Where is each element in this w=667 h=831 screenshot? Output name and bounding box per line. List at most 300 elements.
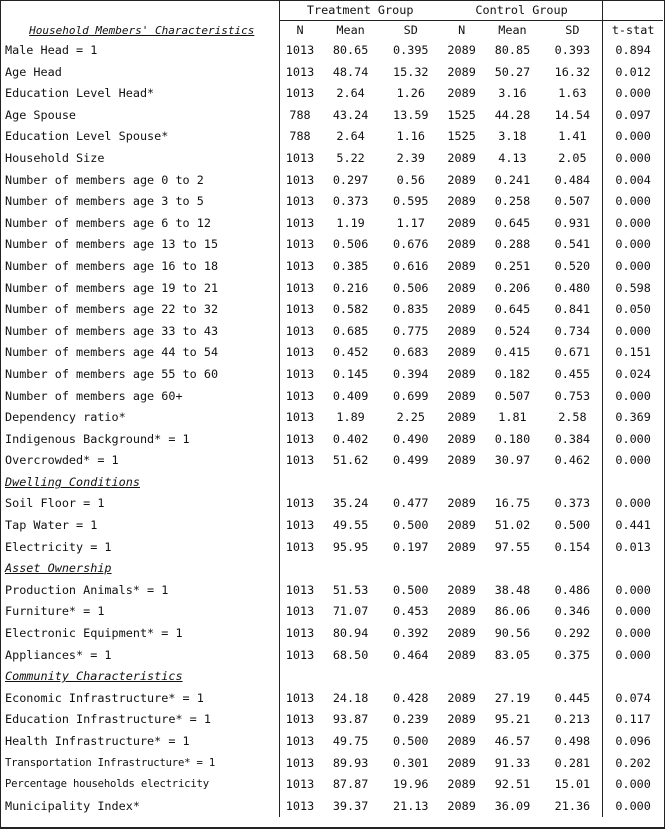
row-label: Number of members age 0 to 2 — [3, 170, 279, 192]
control-mean-cell: 86.06 — [494, 604, 531, 619]
t-stat-cell: 0.000 — [603, 429, 663, 451]
control-sd-cell: 0.498 — [554, 734, 591, 748]
section-header-row — [3, 472, 663, 494]
control-sd-cell: 0.346 — [554, 604, 591, 619]
header-blank-tstat — [603, 1, 663, 21]
treatment-mean-cell: 80.65 — [332, 43, 369, 57]
control-sd-cell: 0.384 — [554, 431, 591, 446]
control-mean-header: Mean — [482, 21, 542, 41]
control-mean-cell: 95.21 — [494, 712, 531, 727]
control-mean-cell: 0.645 — [494, 215, 531, 230]
treatment-n-cell: 1013 — [285, 604, 315, 619]
table-row — [3, 731, 663, 753]
treatment-n-cell: 1013 — [285, 539, 315, 554]
treatment-mean-header: Mean — [321, 21, 381, 41]
table-row — [3, 515, 663, 537]
control-mean-cell: 36.09 — [494, 798, 531, 813]
empty-cell — [279, 666, 321, 688]
control-mean-cell: 1.81 — [498, 410, 527, 425]
section-header-row — [3, 558, 663, 580]
treatment-sd-header: SD — [381, 21, 441, 41]
treatment-mean-cell: 49.75 — [332, 734, 369, 748]
treatment-mean-cell: 49.55 — [332, 518, 369, 533]
treatment-n-cell: 1013 — [285, 150, 315, 165]
t-stat-cell: 0.000 — [603, 256, 663, 278]
control-sd-cell: 0.734 — [554, 323, 591, 338]
treatment-sd-cell: 1.26 — [396, 86, 425, 101]
treatment-n-cell: 1013 — [285, 215, 315, 230]
treatment-n-cell: 1013 — [285, 172, 315, 187]
treatment-sd-cell: 0.56 — [396, 172, 425, 187]
table-row — [3, 580, 663, 602]
t-stat-cell: 0.004 — [603, 170, 663, 192]
control-mean-cell: 16.75 — [494, 496, 531, 511]
control-n-cell: 2089 — [447, 431, 476, 446]
control-sd-cell: 0.154 — [554, 539, 591, 554]
column-header-row — [3, 21, 663, 41]
control-n-cell: 2089 — [447, 410, 476, 425]
row-label: Age Head — [3, 62, 279, 84]
treatment-group-header: Treatment Group — [279, 1, 441, 21]
treatment-sd-cell: 0.616 — [393, 258, 429, 273]
section-title: Dwelling Conditions — [3, 472, 279, 494]
treatment-sd-cell: 0.464 — [393, 647, 429, 662]
control-sd-cell: 0.462 — [554, 453, 591, 468]
treatment-mean-cell: 93.87 — [332, 712, 369, 727]
empty-cell — [441, 558, 483, 580]
row-label: Transportation Infrastructure* = 1 — [3, 753, 279, 775]
treatment-sd-cell: 2.25 — [396, 410, 425, 425]
row-label: Number of members age 22 to 32 — [3, 299, 279, 321]
table-row — [3, 234, 663, 256]
table-row — [3, 753, 663, 775]
control-n-header: N — [441, 21, 483, 41]
group-header-row — [3, 1, 663, 21]
empty-cell — [321, 666, 381, 688]
table-row — [3, 62, 663, 84]
t-stat-cell: 0.000 — [603, 645, 663, 667]
control-mean-cell: 50.27 — [494, 64, 531, 79]
table-row — [3, 148, 663, 170]
treatment-mean-cell: 51.62 — [332, 453, 369, 468]
table-row — [3, 407, 663, 429]
table-row — [3, 623, 663, 645]
treatment-n-cell: 1013 — [285, 582, 315, 597]
treatment-mean-cell: 2.64 — [336, 129, 365, 144]
treatment-sd-cell: 0.301 — [393, 755, 429, 770]
empty-cell — [279, 558, 321, 580]
treatment-sd-cell: 0.683 — [393, 345, 429, 360]
treatment-sd-cell: 2.39 — [396, 150, 425, 165]
empty-cell — [482, 472, 542, 494]
control-mean-cell: 4.13 — [498, 150, 527, 165]
treatment-mean-cell: 68.50 — [332, 647, 369, 662]
empty-cell — [279, 472, 321, 494]
treatment-n-cell: 1013 — [285, 410, 315, 425]
row-label: Age Spouse — [3, 105, 279, 127]
row-label: Number of members age 44 to 54 — [3, 342, 279, 364]
control-sd-cell: 14.54 — [554, 107, 591, 122]
treatment-n-cell: 1013 — [285, 86, 315, 101]
t-stat-cell: 0.000 — [603, 213, 663, 235]
control-sd-cell: 0.841 — [554, 302, 591, 317]
t-stat-cell: 0.097 — [603, 105, 663, 127]
t-stat-cell: 0.000 — [603, 234, 663, 256]
table-row — [3, 601, 663, 623]
t-stat-cell: 0.000 — [603, 601, 663, 623]
row-label: Percentage households electricity — [3, 774, 279, 796]
t-stat-cell: 0.000 — [603, 450, 663, 472]
control-mean-cell: 0.645 — [494, 302, 531, 317]
treatment-n-cell: 1013 — [285, 496, 315, 511]
treatment-n-cell: 788 — [289, 129, 311, 144]
control-n-cell: 2089 — [447, 345, 476, 360]
treatment-mean-cell: 2.64 — [336, 86, 365, 101]
control-mean-cell: 38.48 — [494, 582, 531, 597]
empty-cell — [543, 558, 603, 580]
control-n-cell: 2089 — [447, 150, 476, 165]
control-mean-cell: 0.241 — [494, 172, 531, 187]
treatment-mean-cell: 0.409 — [332, 388, 369, 403]
control-mean-cell: 0.258 — [494, 194, 531, 209]
control-sd-cell: 0.931 — [554, 215, 591, 230]
control-n-cell: 1525 — [447, 129, 476, 144]
table-row — [3, 256, 663, 278]
treatment-mean-cell: 0.582 — [332, 302, 369, 317]
treatment-sd-cell: 0.239 — [393, 712, 429, 727]
empty-cell — [321, 558, 381, 580]
treatment-n-cell: 1013 — [285, 258, 315, 273]
row-label: Soil Floor = 1 — [3, 493, 279, 515]
control-n-cell: 2089 — [447, 539, 476, 554]
control-mean-cell: 83.05 — [494, 647, 531, 662]
row-label: Appliances* = 1 — [3, 645, 279, 667]
empty-cell — [381, 472, 441, 494]
control-n-cell: 2089 — [447, 388, 476, 403]
treatment-sd-cell: 1.17 — [396, 215, 425, 230]
row-label: Electricity = 1 — [3, 537, 279, 559]
t-stat-cell: 0.000 — [603, 126, 663, 148]
t-stat-cell: 0.000 — [603, 774, 663, 796]
treatment-sd-cell: 13.59 — [393, 107, 429, 122]
control-mean-cell: 0.288 — [494, 237, 531, 252]
control-sd-cell: 0.292 — [554, 626, 591, 641]
row-label: Indigenous Background* = 1 — [3, 429, 279, 451]
control-mean-cell: 97.55 — [494, 539, 531, 554]
table-row — [3, 126, 663, 148]
t-stat-cell: 0.000 — [603, 321, 663, 343]
control-n-cell: 2089 — [447, 237, 476, 252]
treatment-mean-cell: 24.18 — [332, 690, 369, 705]
control-mean-cell: 91.33 — [494, 755, 531, 770]
row-label: Education Level Spouse* — [3, 126, 279, 148]
control-n-cell: 2089 — [447, 215, 476, 230]
t-stat-cell: 0.151 — [603, 342, 663, 364]
control-n-cell: 2089 — [447, 194, 476, 209]
treatment-n-cell: 1013 — [285, 302, 315, 317]
table-row — [3, 321, 663, 343]
empty-cell — [482, 558, 542, 580]
treatment-sd-cell: 19.96 — [393, 777, 429, 792]
treatment-mean-cell: 1.89 — [336, 410, 365, 425]
row-label: Male Head = 1 — [3, 40, 279, 62]
control-sd-cell: 0.520 — [554, 258, 591, 273]
treatment-n-cell: 1013 — [285, 345, 315, 360]
t-stat-cell: 0.000 — [603, 623, 663, 645]
control-mean-cell: 27.19 — [494, 690, 531, 705]
control-mean-cell: 0.251 — [494, 258, 531, 273]
control-sd-cell: 15.01 — [554, 777, 591, 792]
t-stat-cell: 0.000 — [603, 580, 663, 602]
table-row — [3, 450, 663, 472]
t-stat-cell: 0.000 — [603, 796, 663, 818]
control-mean-cell: 51.02 — [494, 518, 531, 533]
control-sd-cell: 21.36 — [554, 798, 591, 813]
table-row — [3, 299, 663, 321]
treatment-mean-cell: 80.94 — [332, 626, 369, 641]
header-blank — [3, 1, 279, 21]
empty-cell — [603, 558, 663, 580]
treatment-sd-cell: 0.835 — [393, 302, 429, 317]
control-n-cell: 2089 — [447, 64, 476, 79]
treatment-n-cell: 1013 — [285, 323, 315, 338]
treatment-mean-cell: 39.37 — [332, 798, 369, 813]
control-mean-cell: 0.507 — [494, 388, 531, 403]
treatment-mean-cell: 0.506 — [332, 237, 369, 252]
table-row — [3, 796, 663, 818]
treatment-mean-cell: 71.07 — [332, 604, 369, 619]
t-stat-cell: 0.050 — [603, 299, 663, 321]
treatment-n-cell: 1013 — [285, 388, 315, 403]
treatment-n-cell: 1013 — [285, 712, 315, 727]
control-sd-cell: 0.445 — [554, 690, 591, 705]
treatment-mean-cell: 51.53 — [332, 582, 369, 597]
control-sd-cell: 0.373 — [554, 496, 591, 511]
control-mean-cell: 0.182 — [494, 366, 531, 381]
treatment-mean-cell: 43.24 — [332, 107, 369, 122]
control-n-cell: 2089 — [447, 712, 476, 727]
treatment-sd-cell: 0.394 — [393, 366, 429, 381]
control-n-cell: 2089 — [447, 734, 476, 748]
table-row — [3, 645, 663, 667]
control-mean-cell: 3.16 — [498, 86, 527, 101]
row-label: Electronic Equipment* = 1 — [3, 623, 279, 645]
control-n-cell: 2089 — [447, 604, 476, 619]
t-stat-cell: 0.598 — [603, 278, 663, 300]
table-row — [3, 170, 663, 192]
control-sd-header: SD — [543, 21, 603, 41]
t-stat-cell: 0.074 — [603, 688, 663, 710]
t-stat-cell: 0.012 — [603, 62, 663, 84]
treatment-n-cell: 1013 — [285, 453, 315, 468]
treatment-n-cell: 1013 — [285, 798, 315, 813]
control-sd-cell: 0.213 — [554, 712, 591, 727]
treatment-mean-cell: 5.22 — [336, 150, 365, 165]
control-sd-cell: 0.375 — [554, 647, 591, 662]
table-row — [3, 278, 663, 300]
row-label: Tap Water = 1 — [3, 515, 279, 537]
treatment-n-cell: 1013 — [285, 626, 315, 641]
empty-cell — [441, 666, 483, 688]
empty-cell — [482, 666, 542, 688]
row-label: Education Level Head* — [3, 83, 279, 105]
treatment-mean-cell: 0.145 — [332, 366, 369, 381]
treatment-n-cell: 1013 — [285, 431, 315, 446]
row-label: Furniture* = 1 — [3, 601, 279, 623]
treatment-sd-cell: 0.775 — [393, 323, 429, 338]
control-mean-cell: 0.206 — [494, 280, 531, 295]
treatment-mean-cell: 0.297 — [332, 172, 369, 187]
treatment-sd-cell: 21.13 — [393, 798, 429, 813]
t-stat-cell: 0.000 — [603, 386, 663, 408]
control-sd-cell: 0.484 — [554, 172, 591, 187]
control-sd-cell: 0.281 — [554, 755, 591, 770]
row-label: Number of members age 6 to 12 — [3, 213, 279, 235]
treatment-mean-cell: 0.373 — [332, 194, 369, 209]
treatment-sd-cell: 0.499 — [393, 453, 429, 468]
control-mean-cell: 3.18 — [498, 129, 527, 144]
table-row — [3, 537, 663, 559]
empty-cell — [381, 558, 441, 580]
control-n-cell: 2089 — [447, 777, 476, 792]
row-label: Economic Infrastructure* = 1 — [3, 688, 279, 710]
control-n-cell: 1525 — [447, 107, 476, 122]
t-stat-cell: 0.096 — [603, 731, 663, 753]
t-stat-cell: 0.202 — [603, 753, 663, 775]
treatment-n-cell: 1013 — [285, 734, 315, 748]
row-label: Municipality Index* — [3, 796, 279, 818]
control-n-cell: 2089 — [447, 453, 476, 468]
empty-cell — [603, 666, 663, 688]
control-n-cell: 2089 — [447, 496, 476, 511]
control-mean-cell: 0.180 — [494, 431, 531, 446]
row-label: Dependency ratio* — [3, 407, 279, 429]
t-stat-cell: 0.000 — [603, 191, 663, 213]
tstat-header: t-stat — [603, 21, 663, 41]
empty-cell — [321, 472, 381, 494]
t-stat-cell: 0.117 — [603, 709, 663, 731]
treatment-sd-cell: 0.395 — [393, 43, 429, 57]
control-sd-cell: 2.05 — [558, 150, 587, 165]
table-row — [3, 429, 663, 451]
control-n-cell: 2089 — [447, 86, 476, 101]
treatment-sd-cell: 0.676 — [393, 237, 429, 252]
empty-cell — [441, 472, 483, 494]
row-label: Number of members age 13 to 15 — [3, 234, 279, 256]
treatment-mean-cell: 0.452 — [332, 345, 369, 360]
control-sd-cell: 0.507 — [554, 194, 591, 209]
row-label: Number of members age 60+ — [3, 386, 279, 408]
treatment-sd-cell: 0.500 — [393, 518, 429, 533]
treatment-mean-cell: 48.74 — [332, 64, 369, 79]
control-sd-cell: 1.41 — [558, 129, 587, 144]
t-stat-cell: 0.894 — [603, 40, 663, 62]
empty-cell — [381, 666, 441, 688]
treatment-mean-cell: 0.385 — [332, 258, 369, 273]
treatment-mean-cell: 0.402 — [332, 431, 369, 446]
control-n-cell: 2089 — [447, 43, 476, 57]
control-sd-cell: 0.500 — [554, 518, 591, 533]
control-n-cell: 2089 — [447, 302, 476, 317]
treatment-mean-cell: 89.93 — [332, 755, 369, 770]
treatment-sd-cell: 0.428 — [393, 690, 429, 705]
treatment-n-cell: 1013 — [285, 194, 315, 209]
row-label: Number of members age 3 to 5 — [3, 191, 279, 213]
treatment-sd-cell: 0.392 — [393, 626, 429, 641]
treatment-sd-cell: 1.16 — [396, 129, 425, 144]
treatment-n-cell: 1013 — [285, 777, 315, 792]
t-stat-cell: 0.369 — [603, 407, 663, 429]
control-sd-cell: 0.393 — [554, 43, 591, 57]
treatment-sd-cell: 0.197 — [393, 539, 429, 554]
treatment-mean-cell: 87.87 — [332, 777, 369, 792]
treatment-sd-cell: 0.500 — [393, 582, 429, 597]
section-header-row — [3, 666, 663, 688]
control-sd-cell: 0.480 — [554, 280, 591, 295]
control-n-cell: 2089 — [447, 582, 476, 597]
treatment-n-cell: 1013 — [285, 518, 315, 533]
treatment-n-cell: 1013 — [285, 43, 315, 57]
empty-cell — [543, 472, 603, 494]
treatment-n-cell: 1013 — [285, 366, 315, 381]
treatment-sd-cell: 0.506 — [393, 280, 429, 295]
control-sd-cell: 2.58 — [558, 410, 587, 425]
control-n-cell: 2089 — [447, 798, 476, 813]
t-stat-cell: 0.441 — [603, 515, 663, 537]
treatment-n-header: N — [279, 21, 321, 41]
control-sd-cell: 0.455 — [554, 366, 591, 381]
treatment-sd-cell: 0.500 — [393, 734, 429, 748]
table-row — [3, 83, 663, 105]
table-row — [3, 342, 663, 364]
control-mean-cell: 90.56 — [494, 626, 531, 641]
row-label: Number of members age 33 to 43 — [3, 321, 279, 343]
control-mean-cell: 80.85 — [494, 43, 531, 57]
table-row — [3, 774, 663, 796]
row-label: Education Infrastructure* = 1 — [3, 709, 279, 731]
summary-statistics-table — [3, 1, 663, 817]
t-stat-cell: 0.000 — [603, 148, 663, 170]
section-household-title: Household Members' Characteristics — [3, 21, 279, 41]
control-mean-cell: 0.415 — [494, 345, 531, 360]
table-row — [3, 493, 663, 515]
t-stat-cell: 0.000 — [603, 83, 663, 105]
control-n-cell: 2089 — [447, 258, 476, 273]
table-row — [3, 105, 663, 127]
treatment-sd-cell: 0.595 — [393, 194, 429, 209]
control-sd-cell: 0.753 — [554, 388, 591, 403]
control-mean-cell: 0.524 — [494, 323, 531, 338]
control-n-cell: 2089 — [447, 518, 476, 533]
treatment-n-cell: 1013 — [285, 237, 315, 252]
treatment-sd-cell: 0.453 — [393, 604, 429, 619]
control-mean-cell: 30.97 — [494, 453, 531, 468]
treatment-n-cell: 788 — [289, 107, 311, 122]
control-mean-cell: 44.28 — [494, 107, 531, 122]
row-label: Health Infrastructure* = 1 — [3, 731, 279, 753]
control-sd-cell: 0.541 — [554, 237, 591, 252]
control-mean-cell: 46.57 — [494, 734, 531, 748]
control-n-cell: 2089 — [447, 690, 476, 705]
table-row — [3, 364, 663, 386]
treatment-sd-cell: 0.699 — [393, 388, 429, 403]
treatment-mean-cell: 95.95 — [332, 539, 369, 554]
treatment-sd-cell: 15.32 — [393, 64, 429, 79]
row-label: Overcrowded* = 1 — [3, 450, 279, 472]
treatment-n-cell: 1013 — [285, 64, 315, 79]
section-title: Asset Ownership — [3, 558, 279, 580]
table-row — [3, 40, 663, 62]
